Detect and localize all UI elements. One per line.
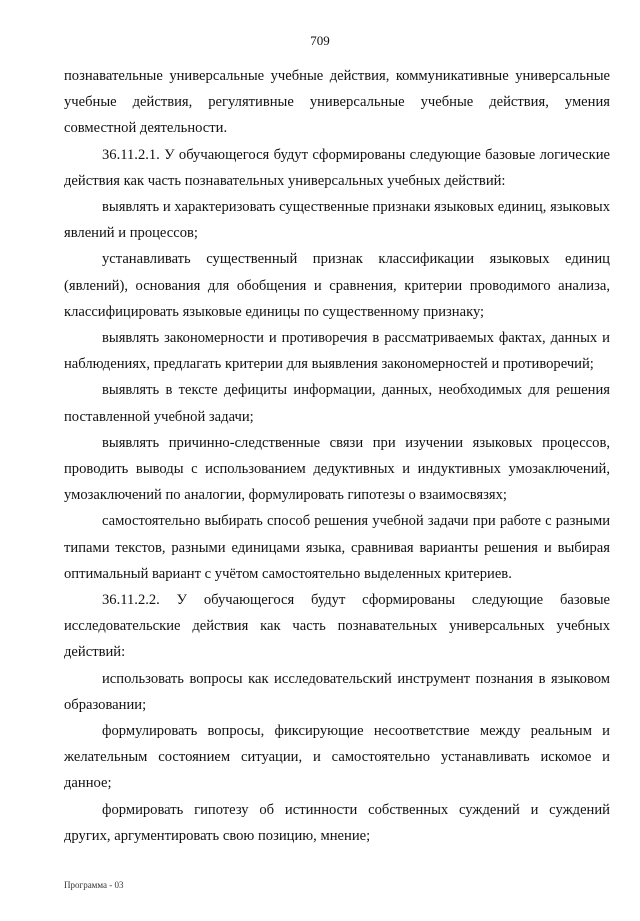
paragraph: формировать гипотезу об истинности собственных суждений и суждений других, аргументировать свою позицию, мнение;	[64, 801, 610, 844]
paragraph: использовать вопросы как исследовательский инструмент познания в языковом образовании;	[64, 670, 610, 713]
paragraph: познавательные универсальные учебные действия, коммуникативные универсальные учебные действия, регулятивные универсальные учебные действия, умения совместной деятельности.	[64, 68, 610, 137]
paragraph: устанавливать существенный признак классификации языковых единиц (явлений), основания для обобщения и сравнения, критерии проводимого анализа, классифицировать языковые единицы по существенному признаку;	[64, 251, 610, 320]
paragraph: самостоятельно выбирать способ решения учебной задачи при работе с разными типами текстов, разными единицами языка, сравнивая варианты решения и выбирая оптимальный вариант с учётом самостоятельно выделенных критериев.	[64, 513, 610, 582]
paragraph: формулировать вопросы, фиксирующие несоответствие между реальным и желательным состоянием ситуации, и самостоятельно устанавливать искомое и данное;	[64, 723, 610, 792]
document-body	[64, 63, 610, 849]
paragraph: выявлять причинно-следственные связи при изучении языковых процессов, проводить выводы с использованием дедуктивных и индуктивных умозаключений, умозаключений по аналогии, формулировать гипотезы о взаимосвязях;	[64, 434, 610, 504]
paragraph: выявлять и характеризовать существенные признаки языковых единиц, языковых явлений и процессов;	[64, 199, 610, 242]
paragraph: выявлять закономерности и противоречия в рассматриваемых фактах, данных и наблюдениях, предлагать критерии для выявления закономерностей и противоречий;	[64, 330, 610, 373]
paragraph: 36.11.2.1. У обучающегося будут сформированы следующие базовые логические действия как часть познавательных универсальных учебных действий:	[64, 146, 610, 189]
paragraph: 36.11.2.2. У обучающегося будут сформированы следующие базовые исследовательские действия как часть познавательных универсальных учебных действий:	[64, 592, 610, 661]
paragraph: выявлять в тексте дефициты информации, данных, необходимых для решения поставленной учебной задачи;	[64, 382, 610, 425]
page-number: 709	[310, 33, 330, 48]
page-footer: Программа - 03	[64, 880, 124, 890]
